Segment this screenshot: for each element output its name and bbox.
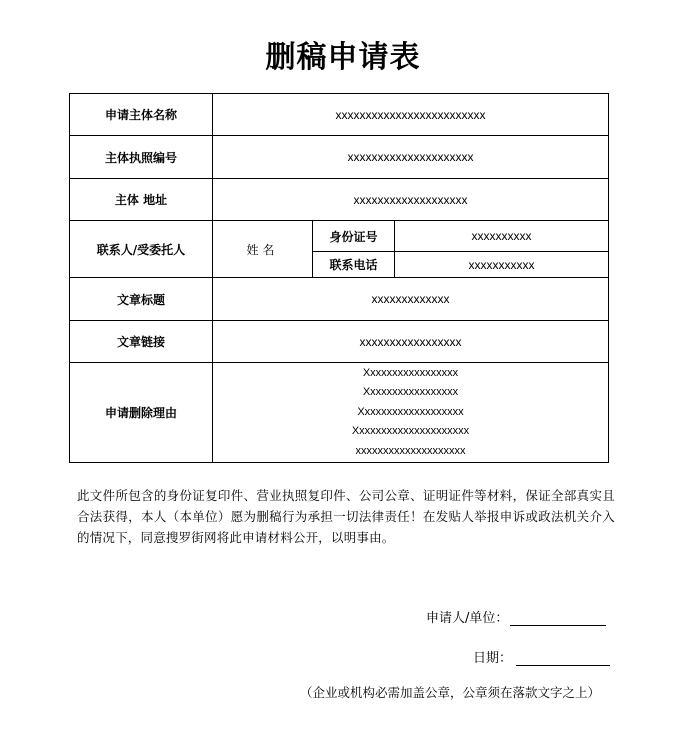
- entity-address-value[interactable]: xxxxxxxxxxxxxxxxxxx: [213, 179, 609, 221]
- row-article-title: [70, 278, 609, 321]
- phone-label: 联系电话: [313, 252, 395, 278]
- contact-name-label: 姓名: [213, 221, 313, 278]
- date-row: [473, 647, 610, 666]
- seal-footnote: （企业或机构必需加盖公章，公章须在落款文字之上）: [300, 685, 601, 700]
- reason-line: xxxxxxxxxxxxxxxxxxxx: [355, 444, 466, 457]
- row-entity-id: [70, 136, 609, 179]
- id-number-value[interactable]: xxxxxxxxxx: [395, 221, 609, 252]
- id-number-label: 身份证号: [313, 221, 395, 252]
- reason-line: Xxxxxxxxxxxxxxxxx: [362, 386, 459, 399]
- reason-line: Xxxxxxxxxxxxxxxxx: [362, 366, 459, 379]
- row-reason: [70, 363, 609, 463]
- reason-line: Xxxxxxxxxxxxxxxxxxx: [357, 405, 464, 418]
- date-label: 日期：: [473, 651, 513, 666]
- article-link-label: 文章链接: [70, 321, 213, 363]
- reason-value[interactable]: [213, 363, 609, 463]
- entity-name-value[interactable]: xxxxxxxxxxxxxxxxxxxxxxxxx: [213, 94, 609, 136]
- legal-notice: 此文件所包含的身份证复印件、营业执照复印件、公司公章、证明证件等材料，保证全部真实且合法获得，本人（本单位）愿为删稿行为承担一切法律责任！在发贴人举报申诉或政法机关介入的情况下，同意搜罗街网将此申请材料公开，以明事由。: [77, 488, 615, 545]
- row-entity-address: [70, 179, 609, 221]
- applicant-signature-line[interactable]: [510, 611, 606, 626]
- applicant-label: 申请人/单位：: [426, 611, 509, 626]
- entity-address-label: 主体 地址: [70, 179, 213, 221]
- application-form-table: [69, 93, 609, 463]
- row-contact-id: [70, 221, 609, 252]
- form-title: 删稿申请表: [265, 40, 421, 75]
- entity-id-value[interactable]: xxxxxxxxxxxxxxxxxxxxx: [213, 136, 609, 179]
- article-title-label: 文章标题: [70, 278, 213, 321]
- entity-id-label: 主体执照编号: [70, 136, 213, 179]
- article-link-value[interactable]: xxxxxxxxxxxxxxxxx: [213, 321, 609, 363]
- date-line[interactable]: [516, 651, 610, 666]
- entity-name-label: 申请主体名称: [70, 94, 213, 136]
- reason-line: Xxxxxxxxxxxxxxxxxxxxx: [351, 425, 470, 438]
- contact-label: 联系人/受委托人: [70, 221, 213, 278]
- row-entity-name: [70, 94, 609, 136]
- article-title-value[interactable]: xxxxxxxxxxxxx: [213, 278, 609, 321]
- row-article-link: [70, 321, 609, 363]
- applicant-signature-row: [426, 607, 606, 626]
- phone-value[interactable]: xxxxxxxxxxx: [395, 252, 609, 278]
- reason-label: 申请删除理由: [70, 363, 213, 463]
